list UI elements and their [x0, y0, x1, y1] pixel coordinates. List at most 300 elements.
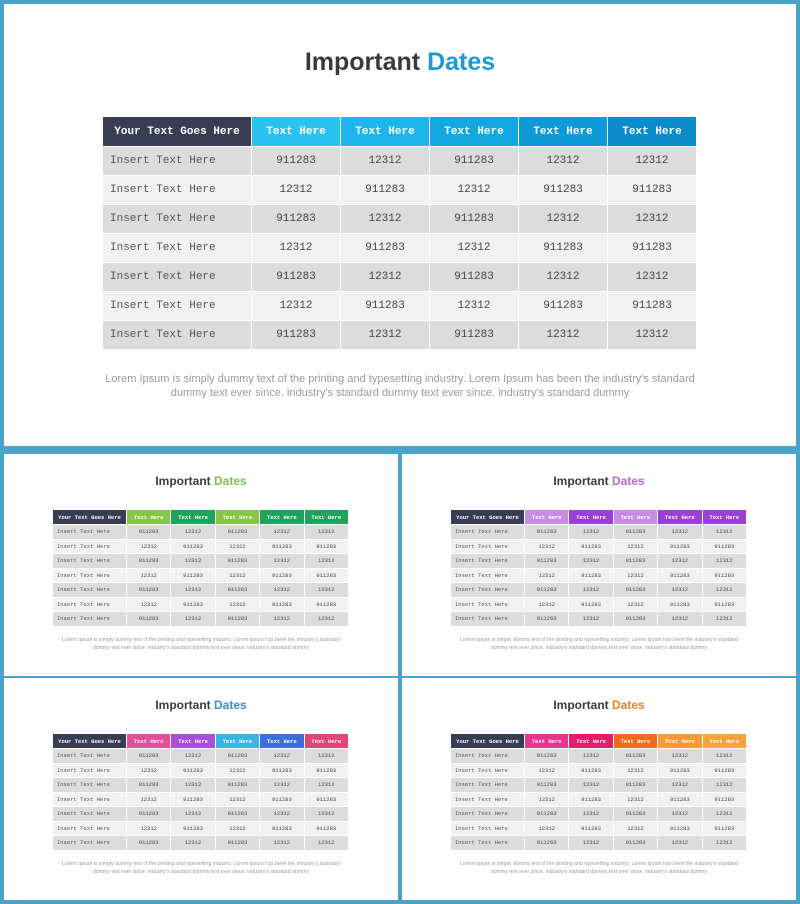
row-label-cell: Insert Text Here	[53, 611, 127, 626]
value-cell: 911283	[127, 835, 171, 850]
value-cell: 12312	[569, 582, 613, 597]
row-label-cell: Insert Text Here	[451, 792, 525, 807]
header-cell-first: Your Text Goes Here	[103, 117, 252, 146]
value-cell: 911283	[127, 806, 171, 821]
value-cell: 12312	[260, 777, 304, 792]
value-cell: 911283	[608, 233, 697, 262]
value-cell: 911283	[525, 611, 569, 626]
value-cell: 911283	[127, 582, 171, 597]
table-row	[53, 524, 349, 539]
dates-table	[53, 734, 349, 850]
table-row	[451, 582, 747, 597]
table-row	[451, 748, 747, 763]
value-cell: 911283	[569, 792, 613, 807]
value-cell: 911283	[305, 597, 349, 612]
table-row	[53, 777, 349, 792]
caption-text	[402, 636, 796, 652]
row-label-cell: Insert Text Here	[53, 835, 127, 850]
value-cell: 12312	[703, 748, 747, 763]
value-cell: 911283	[341, 233, 430, 262]
value-cell: 12312	[305, 748, 349, 763]
value-cell: 911283	[658, 539, 702, 554]
row-label-cell: Insert Text Here	[451, 748, 525, 763]
table-row	[451, 763, 747, 778]
value-cell: 12312	[260, 748, 304, 763]
dates-table	[103, 117, 697, 349]
value-cell: 12312	[260, 835, 304, 850]
value-cell: 12312	[608, 262, 697, 291]
value-cell: 911283	[519, 291, 608, 320]
value-cell: 911283	[703, 539, 747, 554]
value-cell: 12312	[341, 262, 430, 291]
header-cell: Text Here	[260, 510, 304, 524]
caption-line-2: dummy text ever since. industry's standard dummy text ever since. industry's standard dummy	[170, 387, 630, 399]
value-cell: 12312	[569, 777, 613, 792]
value-cell: 911283	[341, 175, 430, 204]
value-cell: 911283	[305, 821, 349, 836]
value-cell: 911283	[525, 582, 569, 597]
caption-line-2: dummy text ever since. industry's standard dummy text ever since. industry's standard dummy	[490, 869, 708, 875]
value-cell: 911283	[703, 568, 747, 583]
row-label-cell: Insert Text Here	[53, 597, 127, 612]
value-cell: 911283	[216, 748, 260, 763]
value-cell: 911283	[525, 806, 569, 821]
value-cell: 911283	[305, 568, 349, 583]
value-cell: 911283	[305, 792, 349, 807]
value-cell: 911283	[614, 748, 658, 763]
row-label-cell: Insert Text Here	[451, 597, 525, 612]
value-cell: 911283	[525, 553, 569, 568]
value-cell: 12312	[305, 553, 349, 568]
caption-text	[4, 636, 398, 652]
value-cell: 911283	[252, 320, 341, 349]
table-row	[103, 291, 697, 320]
value-cell: 12312	[614, 821, 658, 836]
table-row	[53, 792, 349, 807]
value-cell: 911283	[305, 763, 349, 778]
value-cell: 911283	[703, 597, 747, 612]
value-cell: 911283	[525, 748, 569, 763]
value-cell: 911283	[569, 568, 613, 583]
value-cell: 12312	[216, 568, 260, 583]
table-row	[451, 524, 747, 539]
value-cell: 911283	[252, 262, 341, 291]
table-row	[53, 821, 349, 836]
value-cell: 12312	[171, 777, 215, 792]
header-cell-first: Your Text Goes Here	[53, 510, 127, 524]
value-cell: 911283	[569, 597, 613, 612]
value-cell: 911283	[127, 777, 171, 792]
header-cell: Text Here	[260, 734, 304, 748]
row-label-cell: Insert Text Here	[103, 175, 252, 204]
value-cell: 911283	[614, 777, 658, 792]
header-cell: Text Here	[525, 734, 569, 748]
row-label-cell: Insert Text Here	[53, 821, 127, 836]
value-cell: 911283	[216, 553, 260, 568]
value-cell: 12312	[519, 204, 608, 233]
value-cell: 12312	[127, 597, 171, 612]
value-cell: 12312	[127, 821, 171, 836]
table-row	[451, 835, 747, 850]
value-cell: 12312	[305, 835, 349, 850]
row-label-cell: Insert Text Here	[451, 568, 525, 583]
row-label-cell: Insert Text Here	[451, 553, 525, 568]
row-label-cell: Insert Text Here	[103, 233, 252, 262]
slide-thumbnail-mixed[interactable]	[4, 678, 398, 900]
value-cell: 12312	[216, 792, 260, 807]
table-row	[103, 204, 697, 233]
value-cell: 12312	[305, 524, 349, 539]
title-main-word: Important	[553, 698, 609, 712]
slide-thumbnail-orange[interactable]	[402, 678, 796, 900]
value-cell: 911283	[430, 262, 519, 291]
row-label-cell: Insert Text Here	[103, 204, 252, 233]
value-cell: 911283	[614, 806, 658, 821]
value-cell: 12312	[430, 233, 519, 262]
caption-line-2: dummy text ever since. industry's standard dummy text ever since. industry's standard dummy	[92, 869, 310, 875]
caption-text	[4, 860, 398, 876]
title-main-word: Important	[155, 698, 211, 712]
value-cell: 12312	[519, 320, 608, 349]
table-row	[53, 806, 349, 821]
table-row	[53, 611, 349, 626]
caption-text	[4, 372, 796, 400]
header-cell: Text Here	[519, 117, 608, 146]
value-cell: 12312	[341, 146, 430, 175]
value-cell: 911283	[658, 568, 702, 583]
value-cell: 911283	[525, 835, 569, 850]
slide-main[interactable]	[4, 4, 796, 446]
value-cell: 911283	[569, 763, 613, 778]
header-cell: Text Here	[614, 510, 658, 524]
value-cell: 12312	[260, 611, 304, 626]
value-cell: 911283	[260, 763, 304, 778]
caption-line-1: Lorem Ipsum is simply dummy text of the printing and typesetting industry. Lorem Ipsum has been the industry's standard	[460, 861, 738, 867]
title-main-word: Important	[304, 48, 421, 76]
value-cell: 12312	[305, 582, 349, 597]
value-cell: 911283	[608, 291, 697, 320]
title-accent-word: Dates	[214, 474, 247, 488]
table-row	[451, 806, 747, 821]
row-label-cell: Insert Text Here	[451, 763, 525, 778]
row-label-cell: Insert Text Here	[451, 582, 525, 597]
row-label-cell: Insert Text Here	[53, 582, 127, 597]
header-cell: Text Here	[171, 734, 215, 748]
row-label-cell: Insert Text Here	[53, 763, 127, 778]
value-cell: 911283	[260, 539, 304, 554]
row-label-cell: Insert Text Here	[103, 291, 252, 320]
header-cell: Text Here	[252, 117, 341, 146]
value-cell: 12312	[614, 597, 658, 612]
value-cell: 911283	[127, 611, 171, 626]
value-cell: 12312	[171, 553, 215, 568]
header-cell: Text Here	[127, 734, 171, 748]
header-cell: Text Here	[305, 734, 349, 748]
table-header-row	[53, 510, 349, 524]
value-cell: 911283	[658, 763, 702, 778]
table-header-row	[53, 734, 349, 748]
value-cell: 911283	[127, 524, 171, 539]
header-cell: Text Here	[127, 510, 171, 524]
header-cell-first: Your Text Goes Here	[451, 734, 525, 748]
value-cell: 12312	[171, 611, 215, 626]
value-cell: 12312	[519, 262, 608, 291]
value-cell: 12312	[658, 524, 702, 539]
value-cell: 911283	[525, 524, 569, 539]
value-cell: 12312	[260, 806, 304, 821]
value-cell: 12312	[569, 806, 613, 821]
dates-table	[53, 510, 349, 626]
value-cell: 911283	[171, 792, 215, 807]
header-cell: Text Here	[569, 734, 613, 748]
value-cell: 12312	[703, 806, 747, 821]
caption-text	[402, 860, 796, 876]
value-cell: 12312	[614, 568, 658, 583]
value-cell: 911283	[260, 792, 304, 807]
value-cell: 12312	[260, 524, 304, 539]
header-cell: Text Here	[658, 510, 702, 524]
caption-line-1: Lorem Ipsum is simply dummy text of the printing and typesetting industry. Lorem Ipsum has been the industry's standard	[460, 637, 738, 643]
table-row	[53, 748, 349, 763]
title-accent-word: Dates	[612, 698, 645, 712]
value-cell: 12312	[252, 291, 341, 320]
table-row	[451, 568, 747, 583]
header-cell: Text Here	[305, 510, 349, 524]
value-cell: 911283	[430, 320, 519, 349]
value-cell: 12312	[703, 553, 747, 568]
row-label-cell: Insert Text Here	[53, 792, 127, 807]
table-row	[103, 146, 697, 175]
value-cell: 12312	[525, 597, 569, 612]
table-row	[53, 763, 349, 778]
value-cell: 911283	[519, 233, 608, 262]
page-title	[402, 698, 796, 712]
table-row	[451, 777, 747, 792]
value-cell: 911283	[614, 611, 658, 626]
value-cell: 12312	[703, 524, 747, 539]
header-cell: Text Here	[216, 510, 260, 524]
value-cell: 911283	[171, 568, 215, 583]
header-cell-first: Your Text Goes Here	[451, 510, 525, 524]
value-cell: 12312	[614, 763, 658, 778]
table-row	[53, 568, 349, 583]
value-cell: 12312	[519, 146, 608, 175]
value-cell: 911283	[703, 821, 747, 836]
header-cell-first: Your Text Goes Here	[53, 734, 127, 748]
row-label-cell: Insert Text Here	[53, 777, 127, 792]
value-cell: 911283	[658, 597, 702, 612]
row-label-cell: Insert Text Here	[451, 806, 525, 821]
value-cell: 911283	[614, 582, 658, 597]
value-cell: 12312	[127, 568, 171, 583]
value-cell: 911283	[171, 763, 215, 778]
value-cell: 12312	[171, 748, 215, 763]
row-label-cell: Insert Text Here	[103, 320, 252, 349]
header-cell: Text Here	[341, 117, 430, 146]
value-cell: 12312	[608, 146, 697, 175]
value-cell: 12312	[252, 233, 341, 262]
table-header-row	[103, 117, 697, 146]
value-cell: 911283	[614, 553, 658, 568]
dates-table	[451, 734, 747, 850]
value-cell: 12312	[171, 806, 215, 821]
value-cell: 12312	[658, 553, 702, 568]
value-cell: 12312	[658, 835, 702, 850]
title-main-word: Important	[553, 474, 609, 488]
value-cell: 12312	[608, 204, 697, 233]
value-cell: 12312	[525, 763, 569, 778]
value-cell: 12312	[252, 175, 341, 204]
table-row	[53, 539, 349, 554]
row-label-cell: Insert Text Here	[53, 748, 127, 763]
value-cell: 911283	[658, 821, 702, 836]
value-cell: 12312	[614, 539, 658, 554]
value-cell: 12312	[525, 792, 569, 807]
row-label-cell: Insert Text Here	[53, 539, 127, 554]
header-cell: Text Here	[171, 510, 215, 524]
row-label-cell: Insert Text Here	[451, 524, 525, 539]
row-label-cell: Insert Text Here	[53, 524, 127, 539]
value-cell: 12312	[430, 291, 519, 320]
value-cell: 12312	[171, 835, 215, 850]
header-cell: Text Here	[658, 734, 702, 748]
value-cell: 911283	[608, 175, 697, 204]
value-cell: 911283	[127, 748, 171, 763]
slide-thumbnail-purple[interactable]	[402, 454, 796, 676]
value-cell: 12312	[569, 524, 613, 539]
slide-thumbnail-green[interactable]	[4, 454, 398, 676]
value-cell: 911283	[614, 835, 658, 850]
table-row	[53, 582, 349, 597]
value-cell: 12312	[260, 553, 304, 568]
value-cell: 911283	[430, 204, 519, 233]
table-row	[103, 175, 697, 204]
header-cell: Text Here	[703, 734, 747, 748]
table-row	[451, 611, 747, 626]
value-cell: 911283	[171, 597, 215, 612]
table-row	[451, 821, 747, 836]
row-label-cell: Insert Text Here	[451, 821, 525, 836]
table-row	[53, 553, 349, 568]
caption-line-1: Lorem Ipsum is simply dummy text of the printing and typesetting industry. Lorem Ipsum has been the industry's standard	[62, 861, 340, 867]
value-cell: 911283	[430, 146, 519, 175]
page-title	[402, 474, 796, 488]
row-label-cell: Insert Text Here	[103, 262, 252, 291]
value-cell: 12312	[216, 597, 260, 612]
value-cell: 911283	[216, 835, 260, 850]
title-accent-word: Dates	[427, 48, 496, 76]
value-cell: 911283	[252, 204, 341, 233]
table-header-row	[451, 510, 747, 524]
value-cell: 911283	[569, 539, 613, 554]
value-cell: 12312	[430, 175, 519, 204]
table-row	[53, 835, 349, 850]
row-label-cell: Insert Text Here	[53, 806, 127, 821]
value-cell: 12312	[658, 777, 702, 792]
value-cell: 12312	[614, 792, 658, 807]
value-cell: 12312	[658, 748, 702, 763]
value-cell: 12312	[305, 611, 349, 626]
value-cell: 12312	[216, 821, 260, 836]
value-cell: 12312	[525, 568, 569, 583]
value-cell: 911283	[260, 568, 304, 583]
header-cell: Text Here	[216, 734, 260, 748]
value-cell: 12312	[260, 582, 304, 597]
row-label-cell: Insert Text Here	[53, 568, 127, 583]
dates-table	[451, 510, 747, 626]
value-cell: 12312	[569, 748, 613, 763]
table-row	[103, 320, 697, 349]
table-row	[53, 597, 349, 612]
row-label-cell: Insert Text Here	[451, 539, 525, 554]
value-cell: 12312	[703, 582, 747, 597]
table-row	[451, 792, 747, 807]
value-cell: 911283	[216, 611, 260, 626]
table-row	[451, 597, 747, 612]
value-cell: 12312	[305, 777, 349, 792]
title-main-word: Important	[155, 474, 211, 488]
value-cell: 911283	[171, 539, 215, 554]
value-cell: 12312	[171, 582, 215, 597]
value-cell: 911283	[260, 597, 304, 612]
value-cell: 911283	[703, 763, 747, 778]
table-row	[103, 233, 697, 262]
value-cell: 12312	[341, 204, 430, 233]
value-cell: 12312	[127, 539, 171, 554]
value-cell: 12312	[703, 777, 747, 792]
table-row	[451, 553, 747, 568]
page-title	[4, 474, 398, 488]
value-cell: 911283	[614, 524, 658, 539]
value-cell: 911283	[171, 821, 215, 836]
value-cell: 911283	[127, 553, 171, 568]
header-cell: Text Here	[703, 510, 747, 524]
page-title	[4, 48, 796, 77]
value-cell: 12312	[608, 320, 697, 349]
value-cell: 911283	[305, 539, 349, 554]
value-cell: 12312	[341, 320, 430, 349]
value-cell: 12312	[305, 806, 349, 821]
header-cell: Text Here	[569, 510, 613, 524]
value-cell: 12312	[703, 835, 747, 850]
value-cell: 12312	[703, 611, 747, 626]
header-cell: Text Here	[614, 734, 658, 748]
title-accent-word: Dates	[214, 698, 247, 712]
table-row	[103, 262, 697, 291]
value-cell: 911283	[216, 777, 260, 792]
value-cell: 12312	[569, 553, 613, 568]
value-cell: 911283	[252, 146, 341, 175]
value-cell: 12312	[525, 539, 569, 554]
value-cell: 12312	[127, 792, 171, 807]
value-cell: 911283	[519, 175, 608, 204]
caption-line-2: dummy text ever since. industry's standard dummy text ever since. industry's standard dummy	[490, 645, 708, 651]
value-cell: 12312	[525, 821, 569, 836]
value-cell: 12312	[658, 582, 702, 597]
value-cell: 911283	[703, 792, 747, 807]
value-cell: 911283	[216, 806, 260, 821]
header-cell: Text Here	[608, 117, 697, 146]
value-cell: 911283	[525, 777, 569, 792]
header-cell: Text Here	[430, 117, 519, 146]
value-cell: 12312	[658, 611, 702, 626]
row-label-cell: Insert Text Here	[451, 777, 525, 792]
caption-line-2: dummy text ever since. industry's standard dummy text ever since. industry's standard dummy	[92, 645, 310, 651]
value-cell: 12312	[569, 611, 613, 626]
value-cell: 12312	[216, 539, 260, 554]
value-cell: 12312	[658, 806, 702, 821]
row-label-cell: Insert Text Here	[451, 835, 525, 850]
